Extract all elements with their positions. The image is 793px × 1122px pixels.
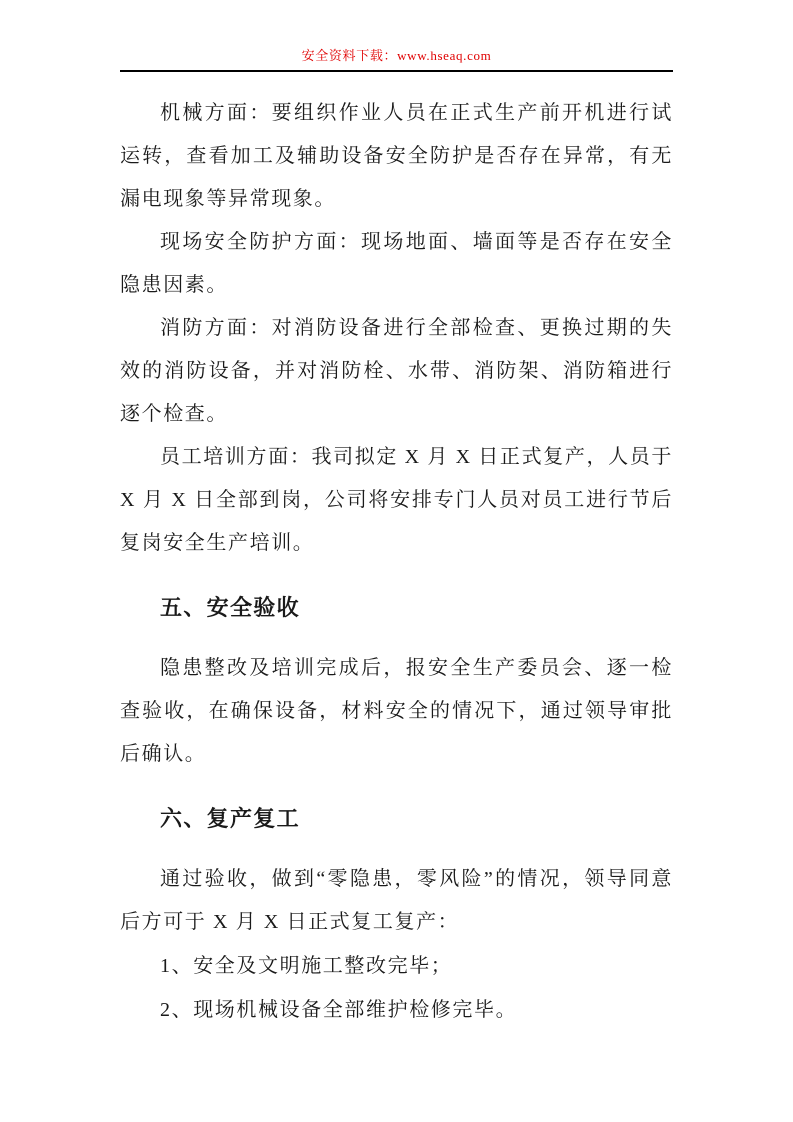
section-heading-resume-work: 六、复产复工 xyxy=(160,806,300,831)
list-item-2: 2、现场机械设备全部维护检修完毕。 xyxy=(160,999,518,1021)
page-header xyxy=(120,45,673,72)
paragraph-resume-conditions: 通过验收，做到“零隐患，零风险”的情况，领导同意后方可于 X 月 X 日正式复工复产： xyxy=(120,868,673,933)
paragraph-staff-training: 员工培训方面：我司拟定 X 月 X 日正式复产，人员于 X 月 X 日全部到岗，公司将安排专门人员对员工进行节后复岗安全生产培训。 xyxy=(120,446,673,554)
list-item-1: 1、安全及文明施工整改完毕； xyxy=(160,955,453,977)
section-heading-safety-acceptance: 五、安全验收 xyxy=(160,595,300,620)
paragraph-machinery: 机械方面：要组织作业人员在正式生产前开机进行试运转，查看加工及辅助设备安全防护是否存在异常，有无漏电现象等异常现象。 xyxy=(120,102,673,210)
document-body xyxy=(120,92,673,1032)
header-watermark-text: 安全资料下载：www.hseaq.com xyxy=(301,48,492,63)
paragraph-acceptance-process: 隐患整改及培训完成后，报安全生产委员会、逐一检查验收，在确保设备，材料安全的情况下，通过领导审批后确认。 xyxy=(120,657,673,765)
paragraph-fire-protection: 消防方面：对消防设备进行全部检查、更换过期的失效的消防设备，并对消防栓、水带、消防架、消防箱进行逐个检查。 xyxy=(120,317,673,425)
paragraph-site-safety: 现场安全防护方面：现场地面、墙面等是否存在安全隐患因素。 xyxy=(120,231,673,296)
